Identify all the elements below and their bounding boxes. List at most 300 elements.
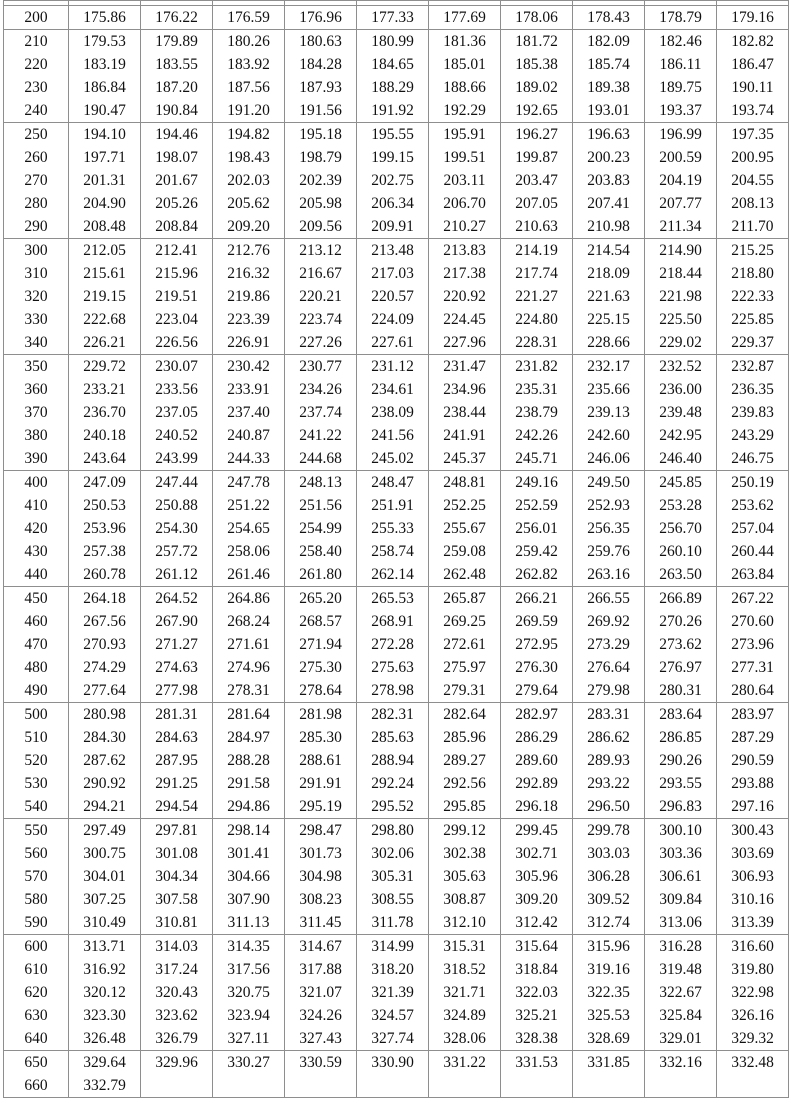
value-cell: 194.46 [141, 123, 213, 147]
value-cell: 213.12 [285, 239, 357, 263]
value-cell: 212.76 [213, 239, 285, 263]
table-row [4, 169, 789, 192]
value-cell: 227.26 [285, 331, 357, 355]
value-cell: 330.27 [213, 1051, 285, 1075]
value-cell: 205.26 [141, 192, 213, 215]
value-cell: 257.38 [69, 540, 141, 563]
value-cell: 226.91 [213, 331, 285, 355]
value-cell: 246.75 [717, 447, 789, 471]
value-cell: 252.59 [501, 494, 573, 517]
value-cell: 267.56 [69, 610, 141, 633]
value-cell: 257.72 [141, 540, 213, 563]
value-cell: 274.96 [213, 656, 285, 679]
value-cell: 284.30 [69, 726, 141, 749]
value-cell: 209.20 [213, 215, 285, 239]
temp-cell: 400 [4, 471, 69, 495]
value-cell: 197.35 [717, 123, 789, 147]
value-cell: 210.98 [573, 215, 645, 239]
value-cell: 247.09 [69, 471, 141, 495]
value-cell: 321.07 [285, 981, 357, 1004]
table-row [4, 819, 789, 843]
temp-cell: 580 [4, 888, 69, 911]
value-cell: 229.37 [717, 331, 789, 355]
value-cell: 314.35 [213, 935, 285, 959]
value-cell: 256.35 [573, 517, 645, 540]
temp-cell: 590 [4, 911, 69, 935]
value-cell: 311.13 [213, 911, 285, 935]
value-cell: 329.96 [141, 1051, 213, 1075]
table-row [4, 378, 789, 401]
value-cell: 208.13 [717, 192, 789, 215]
value-cell: 214.54 [573, 239, 645, 263]
value-cell: 251.22 [213, 494, 285, 517]
table-row [4, 192, 789, 215]
temp-cell: 260 [4, 146, 69, 169]
value-cell: 226.56 [141, 331, 213, 355]
temp-cell: 560 [4, 842, 69, 865]
table-row [4, 749, 789, 772]
value-cell: 275.97 [429, 656, 501, 679]
value-cell: 189.38 [573, 76, 645, 99]
value-cell: 309.20 [501, 888, 573, 911]
value-cell: 182.82 [717, 30, 789, 54]
table-row [4, 772, 789, 795]
temp-cell: 310 [4, 262, 69, 285]
value-cell: 207.77 [645, 192, 717, 215]
value-cell: 276.64 [573, 656, 645, 679]
value-cell: 288.61 [285, 749, 357, 772]
value-cell: 242.60 [573, 424, 645, 447]
value-cell: 295.52 [357, 795, 429, 819]
value-cell: 280.98 [69, 703, 141, 727]
value-cell: 200.95 [717, 146, 789, 169]
value-cell: 250.19 [717, 471, 789, 495]
value-cell: 222.33 [717, 285, 789, 308]
value-cell: 314.99 [357, 935, 429, 959]
value-cell: 182.09 [573, 30, 645, 54]
value-cell: 320.75 [213, 981, 285, 1004]
value-cell: 202.03 [213, 169, 285, 192]
value-cell: 198.07 [141, 146, 213, 169]
value-cell: 237.05 [141, 401, 213, 424]
value-cell: 176.96 [285, 6, 357, 30]
value-cell: 269.92 [573, 610, 645, 633]
value-cell: 243.64 [69, 447, 141, 471]
value-cell: 258.74 [357, 540, 429, 563]
value-cell: 248.47 [357, 471, 429, 495]
value-cell: 211.70 [717, 215, 789, 239]
value-cell [357, 1074, 429, 1098]
value-cell: 306.28 [573, 865, 645, 888]
value-cell: 244.33 [213, 447, 285, 471]
value-cell: 228.31 [501, 331, 573, 355]
value-cell: 270.26 [645, 610, 717, 633]
value-cell: 235.66 [573, 378, 645, 401]
value-cell: 264.86 [213, 587, 285, 611]
value-cell: 221.63 [573, 285, 645, 308]
value-cell: 253.62 [717, 494, 789, 517]
value-cell: 307.25 [69, 888, 141, 911]
value-cell: 234.61 [357, 378, 429, 401]
table-row [4, 1004, 789, 1027]
table-row [4, 703, 789, 727]
value-cell: 220.57 [357, 285, 429, 308]
value-cell: 254.65 [213, 517, 285, 540]
value-cell: 261.80 [285, 563, 357, 587]
value-cell: 205.62 [213, 192, 285, 215]
value-cell: 262.82 [501, 563, 573, 587]
value-cell: 218.09 [573, 262, 645, 285]
value-cell: 270.60 [717, 610, 789, 633]
value-cell: 272.95 [501, 633, 573, 656]
value-cell: 183.19 [69, 53, 141, 76]
value-cell: 262.48 [429, 563, 501, 587]
value-cell: 279.98 [573, 679, 645, 703]
value-cell: 200.23 [573, 146, 645, 169]
value-cell: 332.16 [645, 1051, 717, 1075]
value-cell: 228.66 [573, 331, 645, 355]
value-cell: 247.44 [141, 471, 213, 495]
value-cell: 325.21 [501, 1004, 573, 1027]
value-cell: 253.96 [69, 517, 141, 540]
value-cell: 203.83 [573, 169, 645, 192]
value-cell: 260.10 [645, 540, 717, 563]
value-cell: 303.03 [573, 842, 645, 865]
value-cell: 202.75 [357, 169, 429, 192]
table-row [4, 795, 789, 819]
value-cell: 192.65 [501, 99, 573, 123]
table-row [4, 239, 789, 263]
table-row [4, 958, 789, 981]
value-cell: 311.45 [285, 911, 357, 935]
value-cell: 215.25 [717, 239, 789, 263]
value-cell: 278.31 [213, 679, 285, 703]
value-cell: 232.17 [573, 355, 645, 379]
value-cell: 225.85 [717, 308, 789, 331]
value-cell: 224.80 [501, 308, 573, 331]
value-cell: 177.69 [429, 6, 501, 30]
value-cell: 276.97 [645, 656, 717, 679]
value-cell [213, 1074, 285, 1098]
table-row [4, 146, 789, 169]
value-cell: 188.66 [429, 76, 501, 99]
value-cell: 178.43 [573, 6, 645, 30]
temp-cell: 640 [4, 1027, 69, 1051]
value-cell [141, 1074, 213, 1098]
value-cell: 229.72 [69, 355, 141, 379]
value-cell: 270.93 [69, 633, 141, 656]
value-cell: 299.78 [573, 819, 645, 843]
value-cell: 295.85 [429, 795, 501, 819]
value-cell: 204.55 [717, 169, 789, 192]
value-cell: 296.83 [645, 795, 717, 819]
value-cell: 286.85 [645, 726, 717, 749]
value-cell: 305.96 [501, 865, 573, 888]
value-cell: 240.18 [69, 424, 141, 447]
table-row [4, 76, 789, 99]
value-cell: 240.87 [213, 424, 285, 447]
value-cell: 199.51 [429, 146, 501, 169]
value-cell [501, 1074, 573, 1098]
value-cell: 203.47 [501, 169, 573, 192]
value-cell: 277.31 [717, 656, 789, 679]
table-row [4, 981, 789, 1004]
temp-cell: 630 [4, 1004, 69, 1027]
table-row [4, 285, 789, 308]
value-cell: 259.42 [501, 540, 573, 563]
value-cell: 248.81 [429, 471, 501, 495]
value-cell: 208.84 [141, 215, 213, 239]
value-cell: 324.26 [285, 1004, 357, 1027]
value-cell: 263.50 [645, 563, 717, 587]
value-cell: 202.39 [285, 169, 357, 192]
value-cell: 322.35 [573, 981, 645, 1004]
value-cell: 207.41 [573, 192, 645, 215]
value-cell: 329.32 [717, 1027, 789, 1051]
value-cell: 326.48 [69, 1027, 141, 1051]
value-cell: 234.96 [429, 378, 501, 401]
value-cell: 260.78 [69, 563, 141, 587]
temp-cell: 470 [4, 633, 69, 656]
value-cell: 285.30 [285, 726, 357, 749]
value-cell: 290.92 [69, 772, 141, 795]
value-cell: 282.97 [501, 703, 573, 727]
value-cell: 194.10 [69, 123, 141, 147]
table-row [4, 401, 789, 424]
value-cell: 282.64 [429, 703, 501, 727]
value-cell: 238.44 [429, 401, 501, 424]
value-cell: 233.91 [213, 378, 285, 401]
value-cell: 315.96 [573, 935, 645, 959]
value-cell: 329.01 [645, 1027, 717, 1051]
temp-cell: 550 [4, 819, 69, 843]
value-cell: 273.29 [573, 633, 645, 656]
value-cell: 298.47 [285, 819, 357, 843]
value-cell: 252.93 [573, 494, 645, 517]
table-row [4, 633, 789, 656]
value-cell: 327.74 [357, 1027, 429, 1051]
value-cell: 213.48 [357, 239, 429, 263]
value-cell: 316.92 [69, 958, 141, 981]
value-cell: 275.63 [357, 656, 429, 679]
value-cell: 256.01 [501, 517, 573, 540]
value-cell: 264.52 [141, 587, 213, 611]
value-cell: 322.98 [717, 981, 789, 1004]
value-cell: 223.74 [285, 308, 357, 331]
temp-cell: 660 [4, 1074, 69, 1098]
value-cell: 178.79 [645, 6, 717, 30]
value-cell: 214.19 [501, 239, 573, 263]
temp-cell: 290 [4, 215, 69, 239]
value-cell: 301.41 [213, 842, 285, 865]
value-cell: 196.27 [501, 123, 573, 147]
value-cell: 272.28 [357, 633, 429, 656]
value-cell: 180.63 [285, 30, 357, 54]
value-cell: 200.59 [645, 146, 717, 169]
value-cell: 258.06 [213, 540, 285, 563]
value-cell: 240.52 [141, 424, 213, 447]
value-cell: 309.84 [645, 888, 717, 911]
value-cell: 305.31 [357, 865, 429, 888]
value-cell: 312.74 [573, 911, 645, 935]
temp-cell: 210 [4, 30, 69, 54]
value-cell: 231.12 [357, 355, 429, 379]
value-cell: 331.22 [429, 1051, 501, 1075]
value-cell: 298.14 [213, 819, 285, 843]
value-cell: 231.82 [501, 355, 573, 379]
temp-cell: 570 [4, 865, 69, 888]
value-cell: 235.31 [501, 378, 573, 401]
temp-cell: 230 [4, 76, 69, 99]
value-cell: 184.28 [285, 53, 357, 76]
value-cell: 236.00 [645, 378, 717, 401]
value-cell: 307.58 [141, 888, 213, 911]
value-cell: 187.56 [213, 76, 285, 99]
temp-cell: 540 [4, 795, 69, 819]
value-cell: 221.98 [645, 285, 717, 308]
value-cell: 317.24 [141, 958, 213, 981]
value-cell: 258.40 [285, 540, 357, 563]
value-cell: 216.32 [213, 262, 285, 285]
table-row [4, 123, 789, 147]
table-row [4, 308, 789, 331]
table-row [4, 262, 789, 285]
value-cell: 299.45 [501, 819, 573, 843]
value-cell: 201.31 [69, 169, 141, 192]
value-cell: 250.88 [141, 494, 213, 517]
value-cell: 242.26 [501, 424, 573, 447]
value-cell: 231.47 [429, 355, 501, 379]
value-cell: 323.30 [69, 1004, 141, 1027]
temp-cell: 500 [4, 703, 69, 727]
value-cell: 280.64 [717, 679, 789, 703]
table-row [4, 53, 789, 76]
temp-cell: 240 [4, 99, 69, 123]
value-cell: 310.49 [69, 911, 141, 935]
value-cell: 285.96 [429, 726, 501, 749]
table-row [4, 911, 789, 935]
value-cell: 300.75 [69, 842, 141, 865]
resistance-lookup-table [3, 0, 789, 1098]
value-cell: 244.68 [285, 447, 357, 471]
value-cell: 232.52 [645, 355, 717, 379]
value-cell: 304.01 [69, 865, 141, 888]
value-cell: 323.62 [141, 1004, 213, 1027]
value-cell: 321.39 [357, 981, 429, 1004]
table-row [4, 355, 789, 379]
value-cell: 221.27 [501, 285, 573, 308]
value-cell: 313.06 [645, 911, 717, 935]
value-cell: 218.44 [645, 262, 717, 285]
value-cell: 271.27 [141, 633, 213, 656]
value-cell: 300.10 [645, 819, 717, 843]
value-cell: 204.90 [69, 192, 141, 215]
table-row [4, 587, 789, 611]
value-cell: 292.89 [501, 772, 573, 795]
value-cell: 288.94 [357, 749, 429, 772]
value-cell: 249.16 [501, 471, 573, 495]
value-cell [717, 1074, 789, 1098]
value-cell: 273.62 [645, 633, 717, 656]
table-row [4, 842, 789, 865]
value-cell: 238.09 [357, 401, 429, 424]
value-cell: 311.78 [357, 911, 429, 935]
value-cell: 267.90 [141, 610, 213, 633]
value-cell: 271.94 [285, 633, 357, 656]
value-cell: 237.40 [213, 401, 285, 424]
value-cell: 264.18 [69, 587, 141, 611]
value-cell: 297.49 [69, 819, 141, 843]
value-cell: 191.92 [357, 99, 429, 123]
value-cell: 317.88 [285, 958, 357, 981]
value-cell: 213.83 [429, 239, 501, 263]
value-cell: 190.84 [141, 99, 213, 123]
value-cell: 284.97 [213, 726, 285, 749]
value-cell: 243.99 [141, 447, 213, 471]
value-cell: 241.56 [357, 424, 429, 447]
value-cell: 302.38 [429, 842, 501, 865]
value-cell: 310.16 [717, 888, 789, 911]
temp-cell: 430 [4, 540, 69, 563]
value-cell: 298.80 [357, 819, 429, 843]
value-cell: 181.36 [429, 30, 501, 54]
value-cell: 315.64 [501, 935, 573, 959]
value-cell: 324.89 [429, 1004, 501, 1027]
value-cell: 188.29 [357, 76, 429, 99]
value-cell: 205.98 [285, 192, 357, 215]
value-cell: 234.26 [285, 378, 357, 401]
value-cell: 241.91 [429, 424, 501, 447]
value-cell: 289.27 [429, 749, 501, 772]
value-cell: 331.53 [501, 1051, 573, 1075]
temp-cell: 620 [4, 981, 69, 1004]
value-cell: 185.01 [429, 53, 501, 76]
table-row [4, 517, 789, 540]
value-cell: 306.61 [645, 865, 717, 888]
value-cell: 193.74 [717, 99, 789, 123]
temp-cell: 340 [4, 331, 69, 355]
table-row [4, 1027, 789, 1051]
value-cell: 297.16 [717, 795, 789, 819]
value-cell: 241.22 [285, 424, 357, 447]
value-cell: 325.84 [645, 1004, 717, 1027]
value-cell: 186.11 [645, 53, 717, 76]
table-row [4, 935, 789, 959]
table-row [4, 424, 789, 447]
value-cell: 287.29 [717, 726, 789, 749]
value-cell: 326.16 [717, 1004, 789, 1027]
value-cell: 206.34 [357, 192, 429, 215]
value-cell: 292.56 [429, 772, 501, 795]
table-row [4, 888, 789, 911]
value-cell: 224.45 [429, 308, 501, 331]
value-cell: 194.82 [213, 123, 285, 147]
value-cell: 277.98 [141, 679, 213, 703]
value-cell: 297.81 [141, 819, 213, 843]
temp-cell: 280 [4, 192, 69, 215]
value-cell: 180.99 [357, 30, 429, 54]
table-row [4, 726, 789, 749]
value-cell: 283.97 [717, 703, 789, 727]
value-cell: 317.56 [213, 958, 285, 981]
value-cell: 269.59 [501, 610, 573, 633]
value-cell: 189.75 [645, 76, 717, 99]
table-row [4, 610, 789, 633]
value-cell: 304.98 [285, 865, 357, 888]
value-cell: 219.15 [69, 285, 141, 308]
temp-cell: 460 [4, 610, 69, 633]
value-cell: 253.28 [645, 494, 717, 517]
